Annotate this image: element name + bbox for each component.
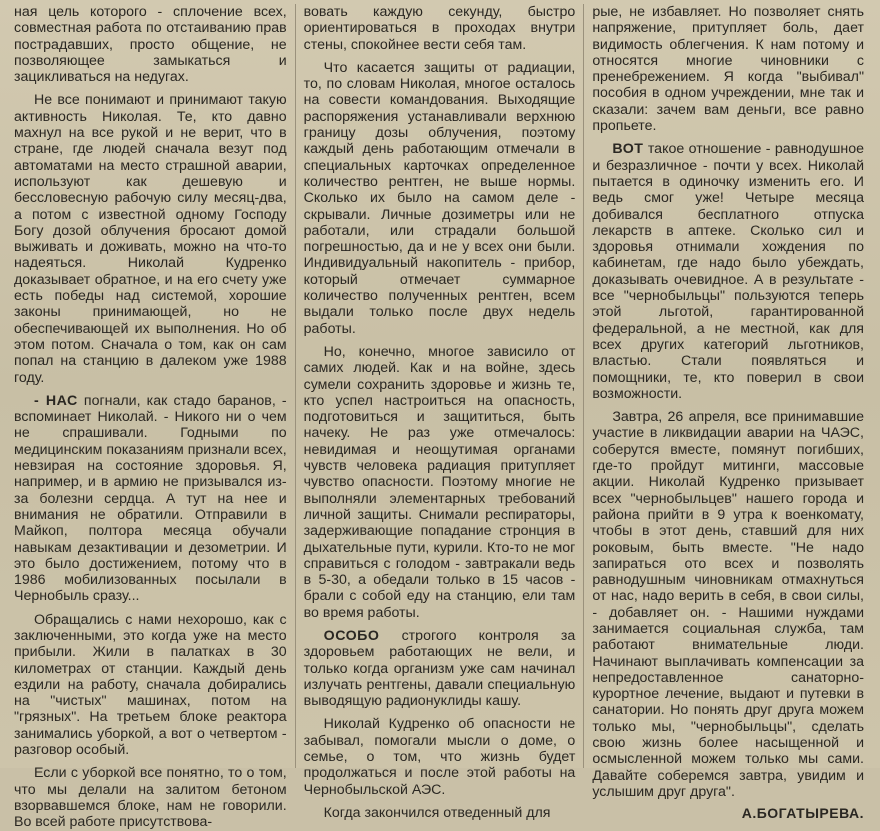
paragraph: Обращались с нами нехорошо, как с заключенными, это когда уже на место прибыли. Жили в палатках в 30 километрах от станции. Каждый день ездили на работу, сначала добирались на "чистых" машинах, потом на "грязных". На третьем блоке реактора занимались уборкой, а вот о четвертом - разговор особый. bbox=[14, 611, 287, 759]
paragraph-text: строгого контроля за здоровьем работающих не вели, и только когда организм уже сам начинал излучать рентгены, давали специальную выводящую радионуклиды кашу. bbox=[303, 627, 576, 710]
paragraph: Когда закончился отведенный для bbox=[323, 804, 551, 821]
paragraph-lead: ОСОБО bbox=[323, 627, 380, 644]
paragraph: Не все понимают и принимают такую активность Николая. Те, кто давно махнул на все рукой и не верит, что в стране, где людей сначала везут под автоматами на место страшной аварии, используют как дешевую и бессловесную рабочую силу месяц-два, а потом с известной одному Господу Богу дозой облучения бросают домой выживать и доживать, можно на что-то надеяться. Николай Кудренко доказывает обратное, и на его счету уже есть победы над системой, хорошие законы принимающей, но не обеспечивающей их выполнения. Но об этом потом. Сначала о том, как он сам попал на станцию в далеком уже 1988 году. bbox=[14, 92, 287, 386]
column-2 bbox=[295, 4, 584, 821]
paragraph-text: погнали, как стадо баранов, - вспоминает Николай. - Никого ни о чем не спрашивали. Годными по медицинским показаниям признали всех, невзирая на состояние здоровья. Я, например, и в армию не призывался из-за болезни сердца. А тут на нее и внимания не обратили. Отправили в Майкоп, полтора месяца обучали навыкам дезактивации и дезометрии. И это было достижением, потому что в 1986 мобилизованных посылали в Чернобыль сразу... bbox=[14, 392, 287, 605]
paragraph bbox=[304, 628, 576, 709]
column-1 bbox=[6, 4, 295, 831]
paragraph: Николай Кудренко об опасности не забывал, помогали мысли о доме, о семье, о том, что жизнь будет продолжаться и после этой работы на Чернобыльской АЭС. bbox=[303, 716, 576, 798]
paragraph-lead: - НАС bbox=[34, 392, 78, 409]
paragraph: Завтра, 26 апреля, все принимавшие участие в ликвидации аварии на ЧАЭС, соберутся вместе, помянут погибших, где-то пройдут митинги, массовые акции. Николай Кудренко призывает всех "чернобыльцев" нашего города и района прийти в 9 утра к военкомату, чтобы в этот день, ставший для них роковым, быть вместе. "Не надо запираться ото всех и позволять равнодушным чиновникам отмахнуться от нас, надо верить в себя, в свои силы, - добавляет он. - Нашими нуждами занимается социальная служба, там работают внимательные люди. Начинают выплачивать компенсации за непредоставленное санаторно-курортное лечение, выдают и путевки в санатории. Но понять друг друга можем только мы, "чернобыльцы", сделать свою жизнь более насыщенной и осмысленной можем только мы сами. Давайте соберемся завтра, увидим и услышим друг друга". bbox=[592, 409, 864, 800]
paragraph: Что касается защиты от радиации, то, по словам Николая, многое осталось на совести командования. Выходящие распоряжения устанавливали верхнюю границу дозы облучения, поэтому каждый день работающим отмечали в специальных карточках определенное количество рентген, не выше нормы. Сколько их было на самом деле - скрывали. Личные дозиметры или не работали, или страдали большой погрешностью, да и не у всех они были. Индивидуальный накопитель - прибор, который отмечает суммарное количество полученных рентген, всем выдали только после двух недель работы. bbox=[303, 59, 576, 337]
column-3 bbox=[583, 4, 872, 822]
paragraph: Если с уборкой все понятно, то о том, что мы делали на залитом бетоном взорвавшемся блоке, нам не говорили. Во всей работе присутствова- bbox=[14, 765, 287, 831]
paragraph bbox=[592, 141, 864, 402]
paragraph: ная цель которого - сплочение всех, совместная работа по отстаиванию прав пострадавших, просто общение, не позволяющее замыкаться и зацикливаться на недугах. bbox=[14, 4, 287, 86]
paragraph: вовать каждую секунду, быстро ориентироваться в проходах внутри стены, спокойнее вести себя там. bbox=[303, 4, 576, 53]
paragraph: Но, конечно, многое зависило от самих людей. Как и на войне, здесь сумели сохранить здоровье и жизнь те, кто успел настроиться на опасность, подготовиться и защититься, быть начеку. Не раз уже отмечалось: невидимая и неощутимая органами чувств человека радиация притупляет чувство опасности. Поэтому многие не выполняли элементарных требований личной защиты. Снимали респираторы, задерживающие попадание стронция в дыхательные пути, курили. Кто-то не мог справиться с голодом - завтракали ведь в 5-30, а обедали только в 15 часов - брали с собой еду на станцию, ели там во время работы. bbox=[303, 343, 576, 621]
paragraph bbox=[14, 393, 287, 605]
paragraph-lead: ВОТ bbox=[612, 141, 644, 158]
author-signature: А.БОГАТЫРЕВА. bbox=[741, 805, 864, 822]
paragraph-text: такое отношение - равнодушное и безразличное - почти у всех. Николай пытается в одиночку изменить его. И ведь смог уже! Четыре месяца добивался бесплатного отпуска лекарств в аптеке. Сколько сил и здоровья отнимали хождения по кабинетам, где надо было убеждать, доказывать очевидное. А в результате - все "чернобыльцы" пользуются теперь этой льготой, гарантированной федеральной, а не местной, как для всех других категорий льготников, властью. Стали появляться и помощники, те, кто поверил в свои возможности. bbox=[592, 141, 864, 402]
paragraph: рые, не избавляет. Но позволяет снять напряжение, притупляет боль, дает видимость облегчения. К нам потому и относятся многие чиновники с пренебрежением. Я когда "выбивал" пособия в одном учреждении, мне так и сказали: зачем вам деньги, все равно пропьете. bbox=[592, 4, 864, 135]
